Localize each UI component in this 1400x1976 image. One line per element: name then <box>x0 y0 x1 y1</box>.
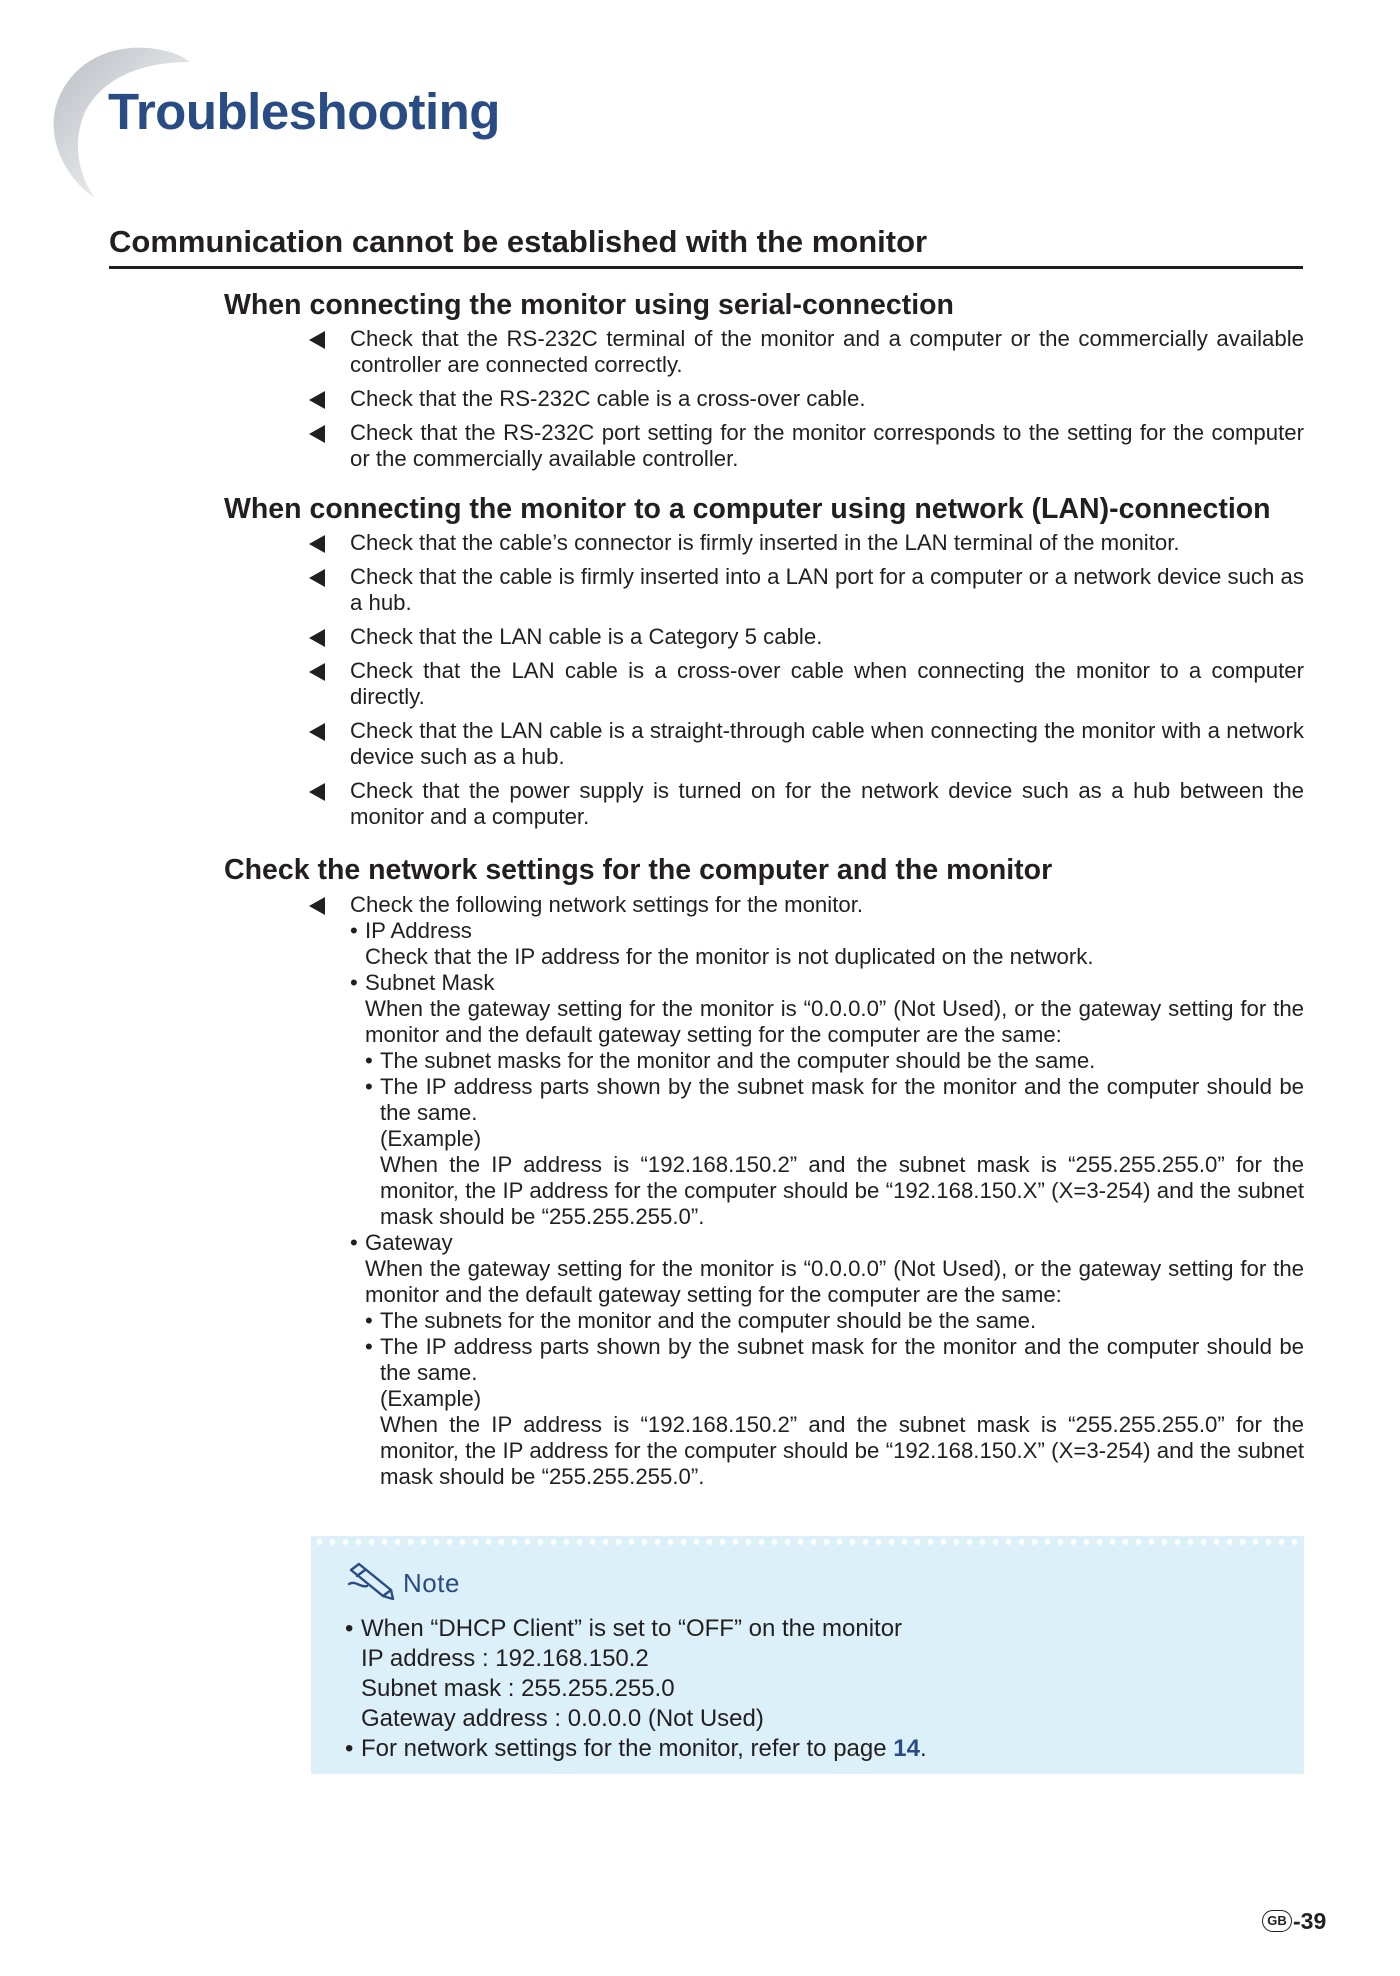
check-item-text: Check that the LAN cable is a Category 5 cable. <box>350 624 823 650</box>
check-item <box>224 892 1304 1490</box>
setting-description: Check that the IP address for the monitor is not duplicated on the network. <box>365 943 1094 969</box>
check-item <box>224 718 1304 770</box>
setting-gateway <box>350 1230 1304 1490</box>
note-title: Note <box>403 1568 460 1598</box>
condition-text: The subnet masks for the monitor and the computer should be the same. <box>380 1047 1096 1073</box>
setting-name: Subnet Mask <box>365 969 495 995</box>
pencil-icon <box>347 1560 401 1600</box>
serial-check-list <box>224 326 1304 472</box>
check-item <box>224 778 1304 830</box>
page-reference-link[interactable]: 14 <box>893 1735 920 1762</box>
network-check-list <box>224 892 1304 1490</box>
condition-item <box>365 1074 1304 1230</box>
setting-description: When the gateway setting for the monitor is “0.0.0.0” (Not Used), or the gateway setting for the monitor and the default gateway setting for the computer are the same: <box>365 1255 1304 1307</box>
check-item <box>224 530 1304 556</box>
bullet-dot-icon: • <box>345 1735 354 1762</box>
arrow-bullet-icon <box>309 535 325 553</box>
check-item-text: Check that the RS-232C terminal of the monitor and a computer or the commercially available controller are connected correctly. <box>350 326 1304 378</box>
setting-subnet-mask <box>350 970 1304 1230</box>
lan-connection-heading: When connecting the monitor to a computer using network (LAN)-connection <box>224 493 1271 526</box>
bullet-dot-icon: • <box>350 1229 358 1255</box>
check-item-text: Check that the cable’s connector is firmly inserted in the LAN terminal of the monitor. <box>350 530 1180 556</box>
check-item <box>224 386 1304 412</box>
bullet-dot-icon: • <box>350 917 358 943</box>
arrow-bullet-icon <box>309 391 325 409</box>
setting-conditions <box>365 1048 1304 1230</box>
section-heading: Communication cannot be established with the monitor <box>109 224 1303 269</box>
note-item-dhcp <box>345 1614 1285 1734</box>
arrow-bullet-icon <box>309 723 325 741</box>
arrow-bullet-icon <box>309 629 325 647</box>
serial-connection-heading: When connecting the monitor using serial-connection <box>224 289 954 321</box>
setting-ip-address <box>350 918 1304 970</box>
check-item-text: Check that the cable is firmly inserted into a LAN port for a computer or a network device such as a hub. <box>350 564 1304 616</box>
example-label: (Example) <box>380 1125 482 1151</box>
bullet-dot-icon: • <box>350 969 358 995</box>
note-box <box>311 1536 1304 1774</box>
bullet-dot-icon: • <box>365 1073 373 1099</box>
example-text: When the IP address is “192.168.150.2” and the subnet mask is “255.255.255.0” for the monitor, the IP address for the computer should be “192.168.150.X” (X=3-254) and the subnet mask should be “255.255.255.0”. <box>380 1411 1304 1489</box>
bullet-dot-icon: • <box>365 1333 373 1359</box>
check-item <box>224 420 1304 472</box>
note-list <box>345 1614 1285 1764</box>
check-item <box>224 624 1304 650</box>
note-item-refer <box>345 1734 1285 1764</box>
page-number-text: -39 <box>1293 1908 1327 1934</box>
check-item <box>224 326 1304 378</box>
setting-name: Gateway <box>365 1229 453 1255</box>
condition-text: The IP address parts shown by the subnet mask for the monitor and the computer should be the same. <box>380 1073 1304 1125</box>
condition-item <box>365 1048 1304 1074</box>
check-item-text: Check that the RS-232C cable is a cross-over cable. <box>350 386 866 412</box>
bullet-dot-icon: • <box>365 1307 373 1333</box>
check-item-text: Check that the power supply is turned on for the network device such as a hub between the monitor and a computer. <box>350 778 1304 830</box>
network-settings-heading: Check the network settings for the computer and the monitor <box>224 854 1053 887</box>
arrow-bullet-icon <box>309 331 325 349</box>
troubleshooting-content <box>224 288 1304 1490</box>
arrow-bullet-icon <box>309 663 325 681</box>
region-badge: GB <box>1262 1910 1292 1932</box>
network-setting-list <box>350 918 1304 1490</box>
note-line: Subnet mask : 255.255.255.0 <box>361 1675 675 1702</box>
note-line: When “DHCP Client” is set to “OFF” on the monitor <box>361 1615 903 1642</box>
condition-text: The IP address parts shown by the subnet mask for the monitor and the computer should be the same. <box>380 1333 1304 1385</box>
condition-text: The subnets for the monitor and the computer should be the same. <box>380 1307 1037 1333</box>
note-line: Gateway address : 0.0.0.0 (Not Used) <box>361 1705 764 1732</box>
arrow-bullet-icon <box>309 569 325 587</box>
example-text: When the IP address is “192.168.150.2” and the subnet mask is “255.255.255.0” for the monitor, the IP address for the computer should be “192.168.150.X” (X=3-254) and the subnet mask should be “255.255.255.0”. <box>380 1151 1304 1229</box>
arrow-bullet-icon <box>309 897 325 915</box>
check-item <box>224 564 1304 616</box>
check-item-text: Check that the LAN cable is a straight-through cable when connecting the monitor with a network device such as a hub. <box>350 718 1304 770</box>
note-line: IP address : 192.168.150.2 <box>361 1645 649 1672</box>
note-dotted-border <box>311 1536 1304 1548</box>
network-intro: Check the following network settings for the monitor. <box>350 891 864 917</box>
page-title: Troubleshooting <box>108 83 500 140</box>
bullet-dot-icon: • <box>345 1615 354 1642</box>
arrow-bullet-icon <box>309 425 325 443</box>
example-label: (Example) <box>380 1385 482 1411</box>
note-refer-end: . <box>919 1735 927 1762</box>
check-item <box>224 658 1304 710</box>
check-item-text: Check that the LAN cable is a cross-over cable when connecting the monitor to a computer directly. <box>350 658 1304 710</box>
lan-check-list <box>224 530 1304 830</box>
condition-item <box>365 1334 1304 1490</box>
setting-description: When the gateway setting for the monitor is “0.0.0.0” (Not Used), or the gateway setting for the monitor and the default gateway setting for the computer are the same: <box>365 995 1304 1047</box>
setting-name: IP Address <box>365 917 472 943</box>
setting-conditions <box>365 1308 1304 1490</box>
arrow-bullet-icon <box>309 783 325 801</box>
check-item-text: Check that the RS-232C port setting for the monitor corresponds to the setting for the computer or the commercially available controller. <box>350 420 1304 472</box>
condition-item <box>365 1308 1304 1334</box>
bullet-dot-icon: • <box>365 1047 373 1073</box>
note-refer-text: For network settings for the monitor, refer to page <box>361 1735 894 1762</box>
